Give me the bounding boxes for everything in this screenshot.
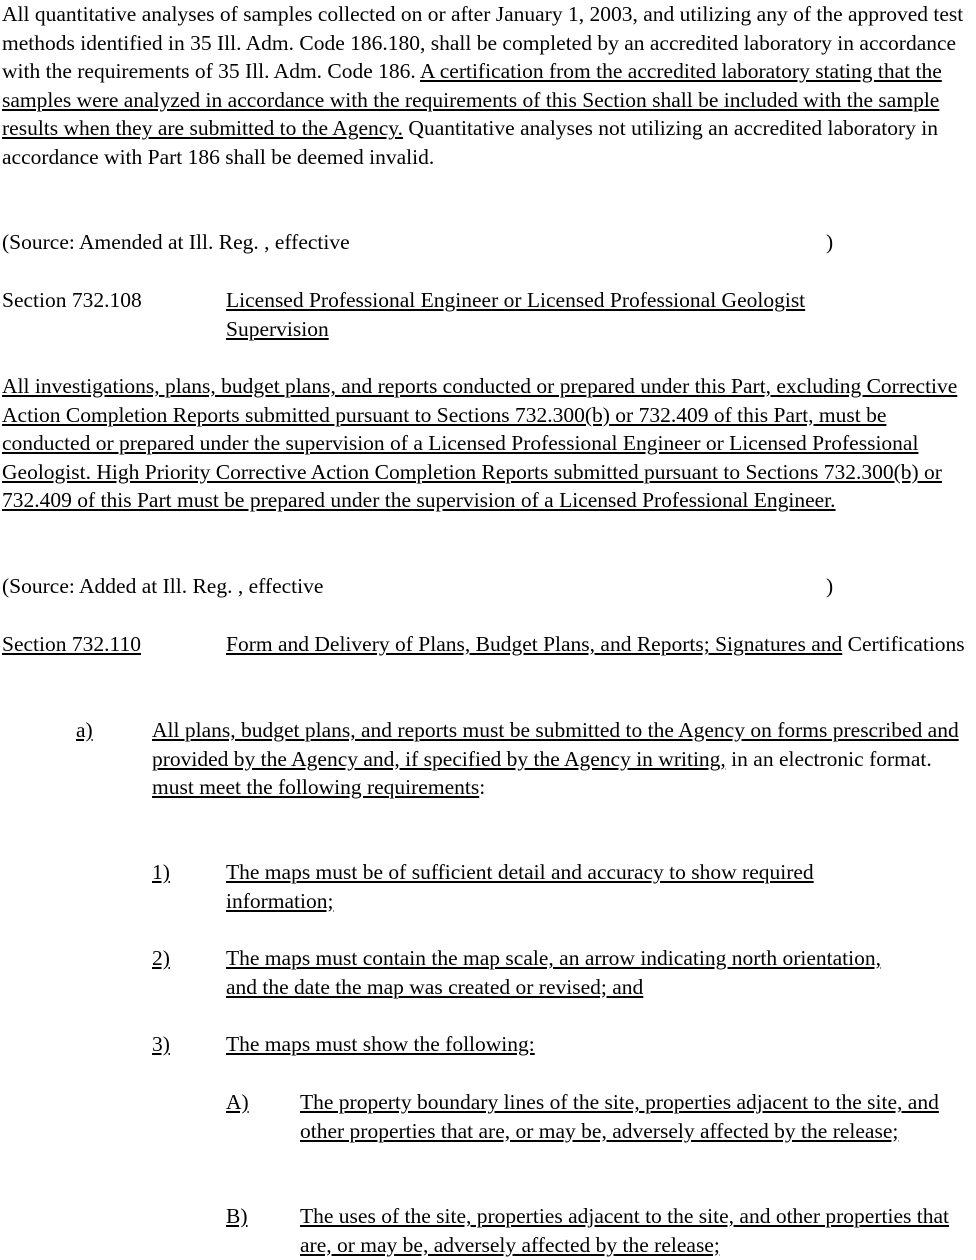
source-note-close-paren: ): [826, 230, 834, 254]
source-note-added: [2, 572, 970, 601]
section-title-underlined: Form and Delivery of Plans, Budget Plans, and Reports; Signatures and: [226, 632, 843, 656]
subsection-a: [76, 716, 972, 802]
para1-plain-start: All quantitative analyses of samples collected on or after January 1, 2003, and utilizing any of the approved test methods identified in 35 Ill. Adm. Code 186.180, shall be completed by an accredited laboratory in accordance with the requirements of 35 Ill. Adm. Code 186.: [2, 2, 964, 84]
list-item: [152, 1030, 912, 1059]
accredited-laboratory-paragraph: [2, 0, 970, 172]
subsection-a-colon: :: [479, 775, 486, 800]
list-item-label: 3): [152, 1032, 170, 1056]
sub-list-item-label: A): [226, 1090, 249, 1114]
subsection-a-requirements: must meet the following requirements: [152, 775, 480, 800]
source-note-amended: [2, 228, 970, 257]
list-item: [152, 944, 912, 1001]
list-item-label: 2): [152, 946, 170, 970]
supervision-paragraph: [2, 372, 970, 515]
section-title-rest: Certifications: [847, 632, 965, 656]
para1-underlined-text: A certification from the accredited laboratory stating that the samples were analyzed in accordance with the requirements of this Section shall be included with the sample results when they are submitted to the Agency.: [2, 59, 942, 141]
source-note-text: (Source: Amended at Ill. Reg. , effective: [2, 230, 350, 254]
supervision-paragraph-text: All investigations, plans, budget plans, and reports conducted or prepared under this Part, excluding Corrective Action Completion Reports submitted pursuant to Sections 732.300(b) or 732.409 of this Part, must be conducted or prepared under the supervision of a Licensed Professional Engineer or Licensed Professional Geologist. High Priority Corrective Action Completion Reports submitted pursuant to Sections 732.300(b) or 732.409 of this Part must be prepared under the supervision of a Licensed Professional Engineer.: [2, 374, 958, 513]
section-732-108-heading: [2, 286, 970, 343]
section-title: Licensed Professional Engineer or Licensed Professional Geologist Supervision: [226, 288, 806, 341]
list-item-text: The maps must be of sufficient detail and accuracy to show required information;: [226, 860, 814, 913]
para1-plain-end: Quantitative analyses not utilizing an accredited laboratory in accordance with Part 186 shall be deemed invalid.: [2, 116, 938, 169]
subsection-a-underlined: All plans, budget plans, and reports must be submitted to the Agency on forms prescribed and provided by the Agency and, if specified by the Agency in writing,: [152, 718, 959, 771]
sub-list-item-text: The uses of the site, properties adjacent to the site, and other properties that are, or may be, adversely affected by the release;: [300, 1204, 949, 1257]
list-item-text: The maps must show the following:: [226, 1032, 535, 1056]
section-number: Section 732.108: [2, 288, 142, 312]
section-title: [226, 630, 970, 659]
source-note-close-paren: ): [826, 574, 834, 598]
sub-list-item: [226, 1202, 964, 1259]
list-item: [152, 858, 912, 915]
sub-list-item-label: B): [226, 1204, 248, 1228]
section-number: [2, 630, 226, 659]
section-732-110-heading: [2, 630, 970, 659]
sub-list-item-text: The property boundary lines of the site, properties adjacent to the site, and other properties that are, or may be, adversely affected by the release;: [300, 1090, 939, 1143]
subsection-a-label: a): [76, 718, 93, 742]
sub-list-item: [226, 1088, 964, 1145]
list-item-text: The maps must contain the map scale, an arrow indicating north orientation, and the date the map was created or revised; and: [226, 946, 881, 999]
list-item-label: 1): [152, 860, 170, 884]
subsection-a-plain: in an electronic format.: [725, 746, 932, 771]
section-number-text: Section 732.110: [2, 632, 141, 656]
source-note-text: (Source: Added at Ill. Reg. , effective: [2, 574, 324, 598]
